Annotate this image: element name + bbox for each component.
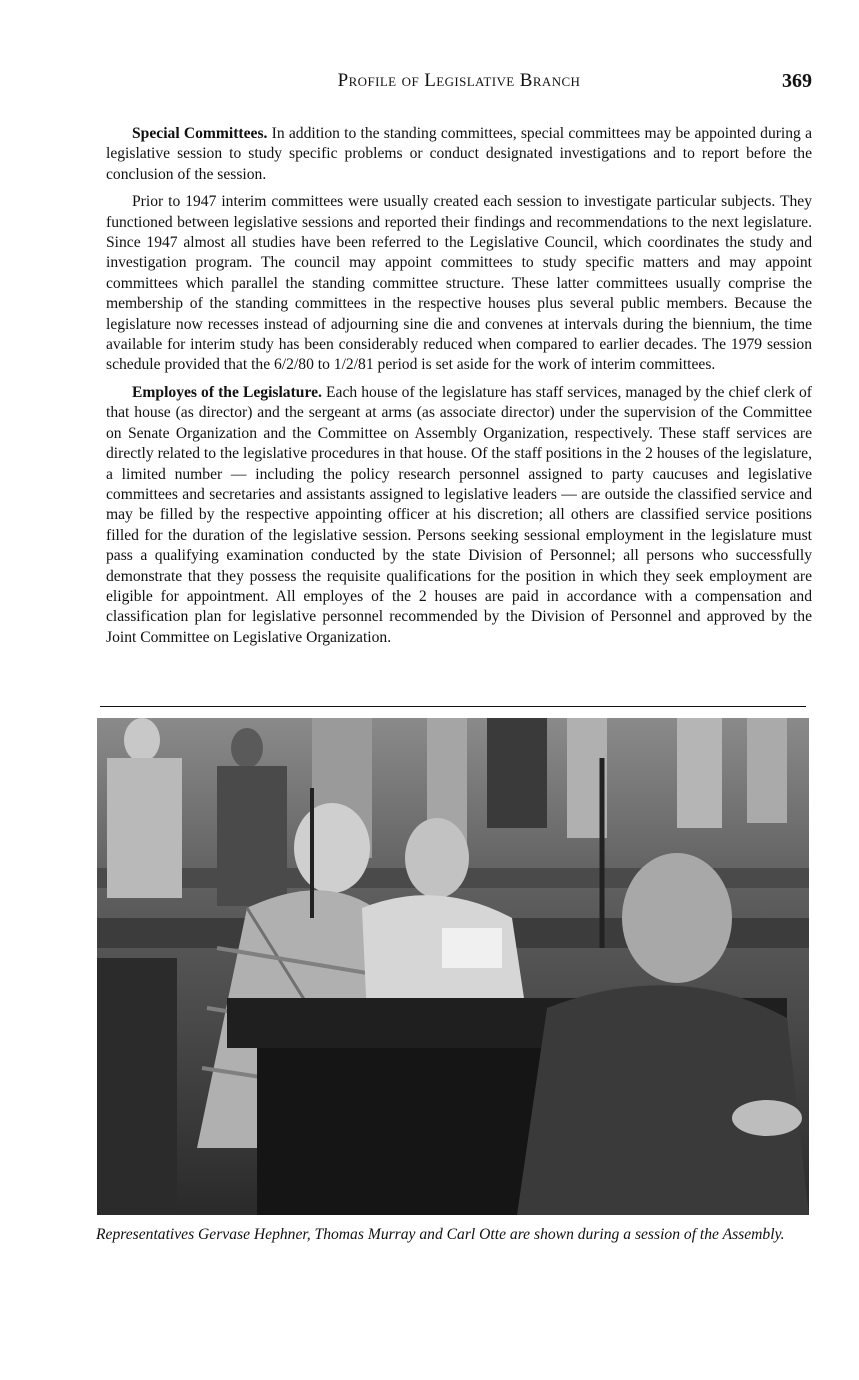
body-text	[106, 124, 812, 655]
paragraph-special-committees	[106, 124, 812, 185]
page-header	[106, 70, 812, 98]
paragraph-text: In addition to the standing committees, special committees may be appointed during a legislative session to study specific problems or conduct designated investigations and to report before the conclusion of the session.	[106, 125, 812, 183]
assembly-photo	[97, 718, 809, 1215]
running-title: Profile of Legislative Branch	[337, 70, 581, 91]
photo-caption: Representatives Gervase Hephner, Thomas Murray and Carl Otte are shown during a session of the Assembly.	[96, 1226, 785, 1243]
paragraph-text: Prior to 1947 interim committees were usually created each session to investigate particular subjects. They functioned between legislative sessions and reported their findings and recommendations to the next legislature. Since 1947 almost all studies have been referred to the Legislative Council, which coordinates the study and investigation program. The council may appoint committees to study specific matters and may appoint committees which parallel the standing committee structure. These latter committees usually comprise the membership of the standing committees in the respective houses plus several public members. Because the legislature now recesses instead of adjourning sine die and convenes at intervals during the biennium, the time available for interim study has been considerably reduced when compared to earlier decades. The 1979 session schedule provided that the 6/2/80 to 1/2/81 period is set aside for the work of interim committees.	[106, 193, 812, 374]
paragraph-employes	[106, 383, 812, 648]
paragraph-interim-committees	[106, 192, 812, 376]
page-number: 369	[782, 70, 812, 92]
section-heading-employes: Employes of the Legislature.	[132, 383, 322, 401]
horizontal-rule	[100, 706, 806, 707]
paragraph-text: Each house of the legislature has staff services, managed by the chief clerk of that house (as director) and the sergeant at arms (as associate director) under the supervision of the Committee on Senate Organization and the Committee on Assembly Organization, respectively. These staff services are directly related to the legislative procedures in that house. Of the staff positions in the 2 houses of the legislature, a limited number — including the policy research personnel assigned to party caucuses and legislative committees and secretaries and assistants assigned to legislative leaders — are outside the classified service and may be filled by the respective appointing officer at his discretion; all others are classified service positions filled for the duration of the legislative session. Persons seeking sessional employment in the legislature must pass a qualifying examination conducted by the state Division of Personnel; all persons who successfully demonstrate that they possess the requisite qualifications for the position in which they seek employment are eligible for appointment. All employes of the 2 houses are paid in accordance with a compensation and classification plan for legislative personnel recommended by the Division of Personnel and approved by the Joint Committee on Legislative Organization.	[106, 383, 812, 646]
section-heading-special-committees: Special Committees.	[132, 125, 268, 142]
